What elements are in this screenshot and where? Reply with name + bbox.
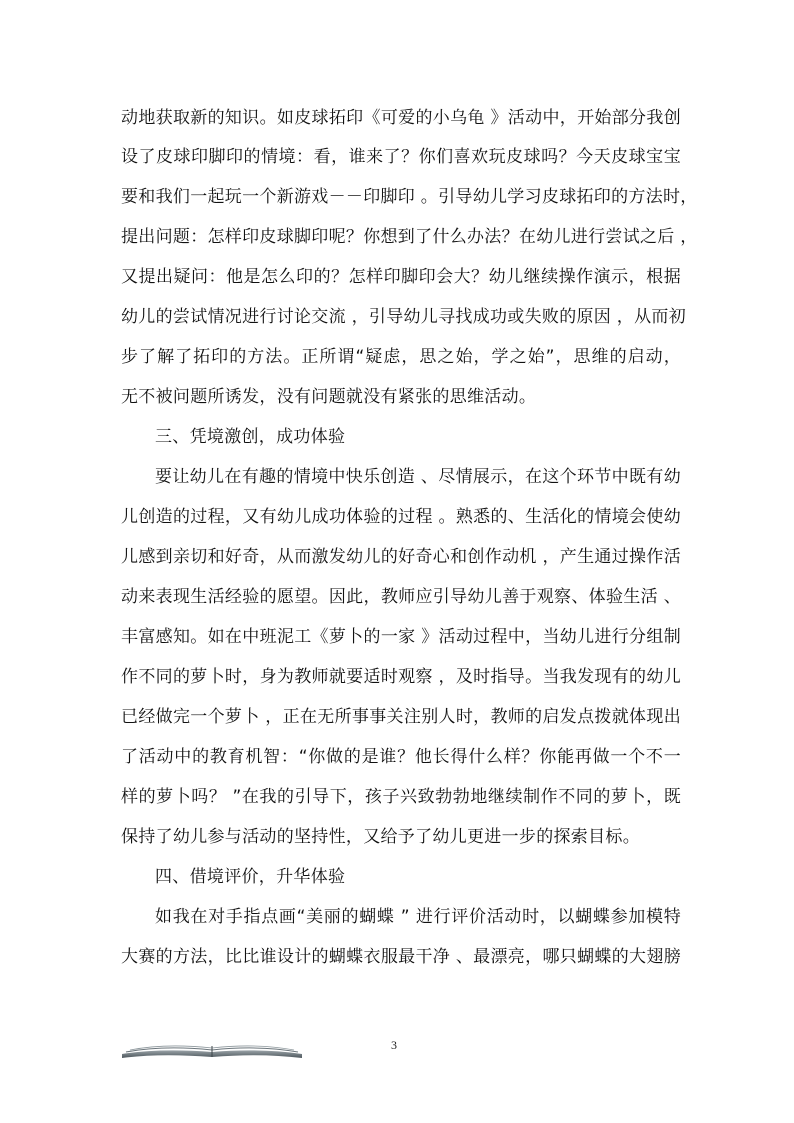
paragraph-1-line-7: 步了解了拓印的方法。正所谓“疑虑，思之始，学之始”，思维的启动，: [121, 347, 681, 367]
paragraph-2-line-7: 已经做完一个萝卜 ，正在无所事事关注别人时，教师的启发点拨就体现出: [121, 707, 681, 727]
paragraph-1-line-8: 无不被问题所诱发，没有问题就没有紧张的思维活动。: [121, 387, 537, 407]
paragraph-1-line-5: 又提出疑问：他是怎么印的？怎样印脚印会大？幼儿继续操作演示，根据: [121, 267, 681, 287]
paragraph-2-line-3: 儿感到亲切和好奇，从而激发幼儿的好奇心和创作动机 ，产生通过操作活: [121, 547, 681, 567]
open-book-icon: [120, 1040, 304, 1064]
section-heading-3: 三、凭境激创，成功体验: [155, 427, 346, 447]
paragraph-1-line-2: 设了皮球印脚印的情境：看，谁来了？你们喜欢玩皮球吗？今天皮球宝宝: [121, 147, 681, 167]
paragraph-1-line-1: 动地获取新的知识。如皮球拓印《可爱的小乌龟 》活动中，开始部分我创: [121, 108, 681, 128]
paragraph-2-line-9: 样的萝卜吗？ ”在我的引导下，孩子兴致勃勃地继续制作不同的萝卜，既: [121, 787, 681, 807]
section-heading-4: 四、借境评价，升华体验: [155, 867, 346, 887]
page-number: 3: [391, 1038, 397, 1052]
paragraph-2-line-8: 了活动中的教育机智：“你做的是谁？他长得什么样？你能再做一个不一: [121, 747, 681, 767]
paragraph-2-line-4: 动来表现生活经验的愿望。因此，教师应引导幼儿善于观察、体验生活 、: [121, 587, 681, 607]
paragraph-2-line-5: 丰富感知。如在中班泥工《萝卜的一家 》活动过程中，当幼儿进行分组制: [121, 627, 681, 647]
paragraph-3-line-1: 如我在对手指点画“美丽的蝴蝶 ” 进行评价活动时，以蝴蝶参加模特: [155, 907, 681, 927]
paragraph-2-line-6: 作不同的萝卜时，身为教师就要适时观察 ，及时指导。当我发现有的幼儿: [121, 667, 681, 687]
paragraph-1-line-3: 要和我们一起玩一个新游戏－－印脚印 。引导幼儿学习皮球拓印的方法时，: [121, 187, 698, 207]
paragraph-1-line-6: 幼儿的尝试情况进行讨论交流 ，引导幼儿寻找成功或失败的原因 ，从而初: [121, 307, 687, 327]
paragraph-3-line-2: 大赛的方法，比比谁设计的蝴蝶衣服最干净 、最漂亮，哪只蝴蝶的大翅膀: [121, 947, 681, 967]
paragraph-1-line-4: 提出问题：怎样印皮球脚印呢？你想到了什么办法？在幼儿进行尝试之后 ，: [121, 227, 698, 247]
paragraph-2-line-1: 要让幼儿在有趣的情境中快乐创造 、尽情展示，在这个环节中既有幼: [155, 467, 681, 487]
paragraph-2-line-10: 保持了幼儿参与活动的坚持性，又给予了幼儿更进一步的探索目标。: [121, 827, 640, 847]
paragraph-2-line-2: 儿创造的过程，又有幼儿成功体验的过程 。熟悉的、生活化的情境会使幼: [121, 507, 681, 527]
